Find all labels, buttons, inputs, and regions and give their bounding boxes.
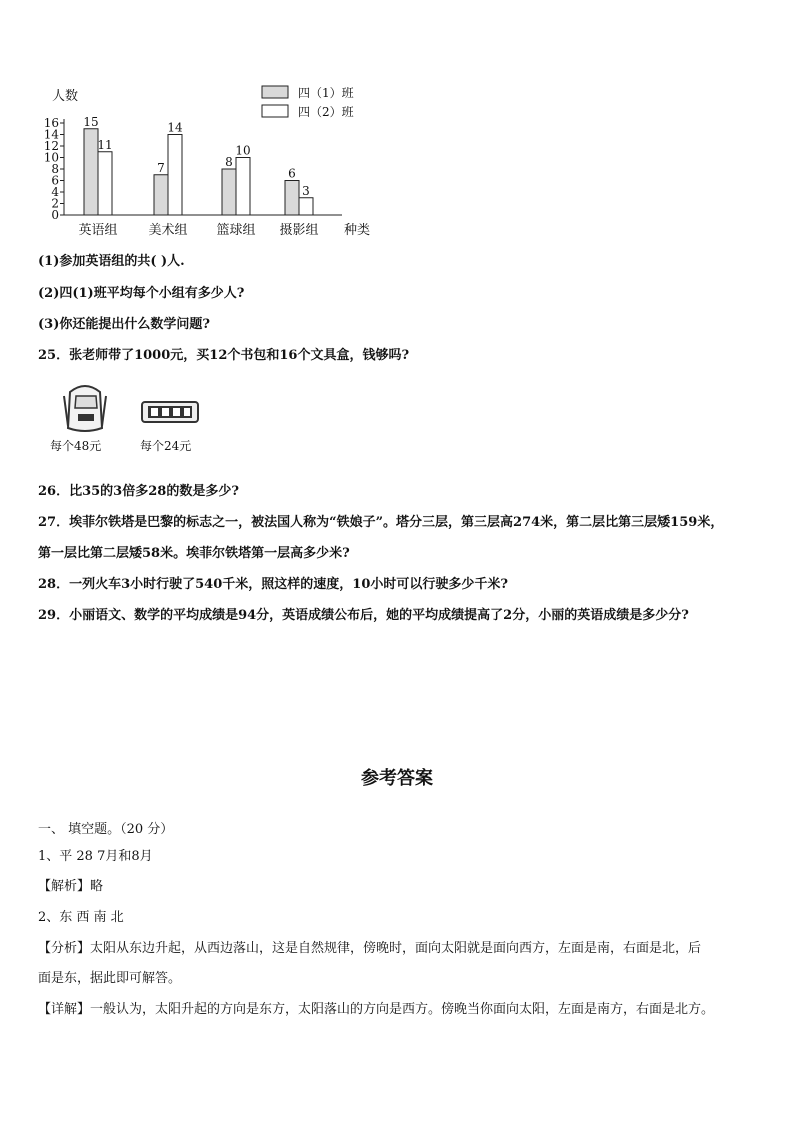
- answer-1-note: 【解析】略: [38, 879, 104, 894]
- bar: [285, 181, 299, 216]
- category-label: 摄影组: [279, 223, 319, 238]
- bar-chart: [40, 80, 380, 250]
- answer-2-detail: 【详解】一般认为，太阳升起的方向是东方，太阳落山的方向是西方。傍晚当你面向太阳，左面是南方，右面是北方。: [38, 1002, 715, 1017]
- backpack-icon: [56, 382, 114, 434]
- answer-2: 2、东 西 南 北: [38, 910, 124, 925]
- bar-value-label: 3: [302, 183, 310, 198]
- legend-label: 四（2）班: [298, 105, 354, 119]
- question-25: 25．张老师带了1000元，买12个书包和16个文具盒，钱够吗?: [38, 348, 410, 363]
- bar: [222, 169, 236, 215]
- x-axis-label: 种类: [344, 223, 371, 238]
- y-tick-label: 14: [43, 127, 59, 142]
- y-tick-label: 2: [51, 196, 59, 211]
- question-2: (2)四(1)班平均每个小组有多少人?: [38, 286, 245, 301]
- y-tick-label: 12: [43, 139, 59, 153]
- bar: [84, 129, 98, 215]
- bar: [154, 175, 168, 215]
- pencil-case-price: 每个24元: [140, 439, 192, 453]
- y-axis-label: 人数: [52, 89, 79, 104]
- bar-value-label: 7: [157, 160, 165, 175]
- answers-section-heading: 一、 填空题。（20 分）: [38, 822, 174, 837]
- bar-value-label: 8: [225, 155, 233, 169]
- category-label: 英语组: [78, 223, 118, 238]
- bar: [299, 198, 313, 215]
- category-label: 美术组: [148, 223, 188, 238]
- question-26: 26．比35的3倍多28的数是多少?: [38, 484, 239, 499]
- bar-value-label: 15: [83, 114, 99, 129]
- question-27-line2: 第一层比第二层矮58米。埃菲尔铁塔第一层高多少米?: [38, 546, 350, 561]
- pencil-case-icon: [140, 398, 202, 426]
- category-label: 篮球组: [216, 223, 256, 238]
- y-tick-label: 0: [51, 208, 59, 222]
- bar: [236, 158, 250, 216]
- question-1: (1)参加英语组的共( )人.: [38, 254, 185, 269]
- legend-swatch: [262, 86, 288, 98]
- y-tick-label: 16: [43, 116, 59, 130]
- y-tick-label: 8: [51, 162, 59, 176]
- bar-value-label: 6: [288, 166, 296, 181]
- question-29: 29．小丽语文、数学的平均成绩是94分，英语成绩公布后，她的平均成绩提高了2分，小丽的英语成绩是多少分?: [38, 608, 689, 623]
- question-3: (3)你还能提出什么数学问题?: [38, 317, 210, 332]
- bar: [98, 152, 112, 215]
- backpack-price: 每个48元: [50, 439, 102, 453]
- answer-1: 1、平 28 7月和8月: [38, 849, 153, 864]
- y-tick-label: 10: [43, 150, 59, 165]
- y-tick-label: 6: [51, 173, 59, 188]
- legend-label: 四（1）班: [298, 86, 354, 100]
- bar: [168, 135, 182, 216]
- y-tick-label: 4: [51, 185, 59, 199]
- question-28: 28．一列火车3小时行驶了540千米，照这样的速度，10小时可以行驶多少千米?: [38, 577, 508, 592]
- bar-value-label: 10: [235, 143, 251, 158]
- question-27-line1: 27．埃菲尔铁塔是巴黎的标志之一，被法国人称为“铁娘子”。塔分三层，第三层高274米，第二层比第三层矮159米，: [38, 515, 724, 530]
- legend-swatch: [262, 105, 288, 117]
- answer-2-analysis-line2: 面是东，据此即可解答。: [38, 971, 182, 986]
- answer-2-analysis-line1: 【分析】太阳从东边升起，从西边落山，这是自然规律，傍晚时，面向太阳就是面向西方，左面是南，右面是北，后: [38, 941, 702, 956]
- answers-title: 参考答案: [361, 768, 433, 789]
- bar-value-label: 11: [97, 137, 113, 152]
- bar-value-label: 14: [167, 120, 183, 135]
